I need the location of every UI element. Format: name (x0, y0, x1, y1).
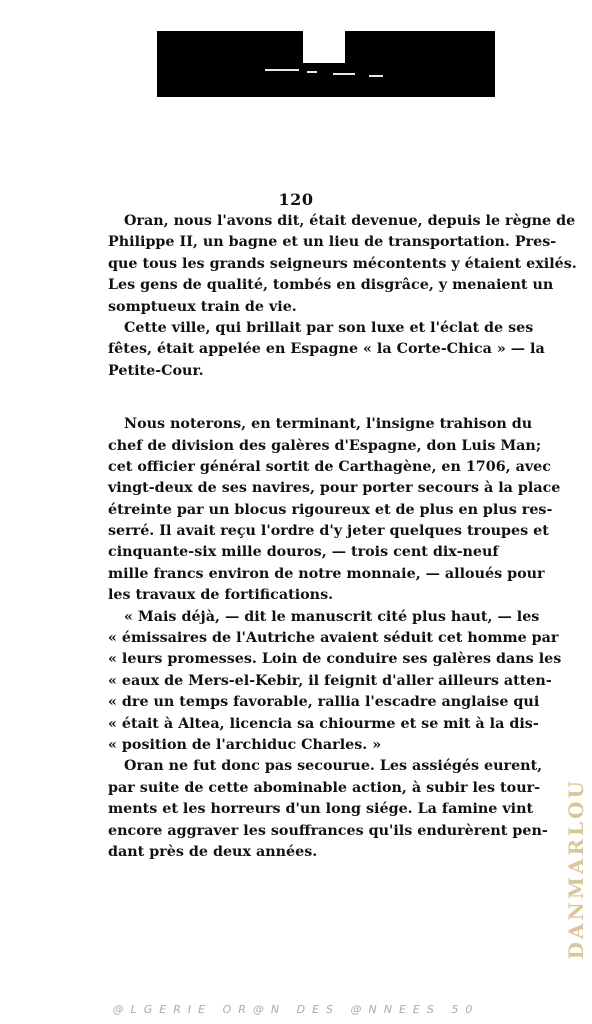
text-line: « leurs promesses. Loin de conduire ses galères dans les (108, 651, 562, 668)
scan-speck (307, 71, 317, 73)
body-text (108, 211, 577, 863)
text-line: dant près de deux années. (108, 843, 318, 860)
text-line: « eaux de Mers-el-Kebir, il feignit d'aller ailleurs atten- (108, 672, 552, 689)
text-line: vingt-deux de ses navires, pour porter secours à la place (108, 480, 561, 497)
text-line: encore aggraver les souffrances qu'ils endurèrent pen- (108, 822, 548, 839)
text-line: fêtes, était appelée en Espagne « la Corte-Chica » — la (108, 341, 545, 358)
text-line: par suite de cette abominable action, à subir les tour- (108, 779, 541, 796)
text-line: ments et les horreurs d'un long siége. La famine vint (108, 801, 534, 818)
text-line: Petite-Cour. (108, 362, 204, 379)
text-line: « Mais déjà, — dit le manuscrit cité plus haut, — les (124, 608, 540, 625)
text-line: somptueux train de vie. (108, 298, 297, 315)
paragraph (108, 211, 577, 318)
text-line: Philippe II, un bagne et un lieu de transportation. Pres- (108, 234, 557, 251)
text-line: Oran, nous l'avons dit, était devenue, depuis le règne de (124, 213, 576, 229)
text-line: serré. Il avait reçu l'ordre d'y jeter quelques troupes et (108, 523, 549, 540)
scan-speck (369, 75, 383, 77)
page-number: 120 (278, 190, 314, 209)
paragraph (108, 414, 561, 607)
footer-caption: @LGERIE OR@N DES @NNEES 50 (112, 1003, 480, 1016)
text-line: Nous noterons, en terminant, l'insigne trahison du (124, 416, 533, 433)
text-line: Oran ne fut donc pas secourue. Les assiégés eurent, (124, 758, 543, 775)
paragraph (108, 756, 548, 863)
paragraph (108, 318, 545, 382)
watermark-stamp: DANMARLOU (564, 778, 588, 960)
paragraph (108, 607, 562, 757)
text-line: « émissaires de l'Autriche avaient séduit cet homme par (108, 630, 559, 647)
scan-speck (265, 69, 299, 71)
text-line: étreinte par un blocus rigoureux et de plus en plus res- (108, 501, 553, 518)
text-line: que tous les grands seigneurs mécontents y étaient exilés. (108, 255, 577, 272)
text-line: « était à Altea, licencia sa chiourme et se mit à la dis- (108, 715, 539, 732)
text-line: chef de division des galères d'Espagne, don Luis Man; (108, 437, 542, 454)
redacted-header-block (157, 31, 495, 97)
scan-speck (333, 73, 355, 75)
text-line: Cette ville, qui brillait par son luxe et l'éclat de ses (124, 319, 534, 336)
text-line: cet officier général sortit de Carthagène, en 1706, avec (108, 458, 551, 475)
text-line: « position de l'archiduc Charles. » (108, 736, 382, 753)
paragraph-gap (108, 382, 484, 414)
text-line: Les gens de qualité, tombés en disgrâce, y menaient un (108, 277, 554, 294)
text-line: mille francs environ de notre monnaie, — alloués pour (108, 565, 545, 582)
text-line: cinquante-six mille douros, — trois cent dix-neuf (108, 544, 499, 561)
text-line: « dre un temps favorable, rallia l'escadre anglaise qui (108, 694, 540, 711)
text-line: les travaux de fortifications. (108, 587, 334, 604)
redaction-gap (303, 31, 345, 63)
